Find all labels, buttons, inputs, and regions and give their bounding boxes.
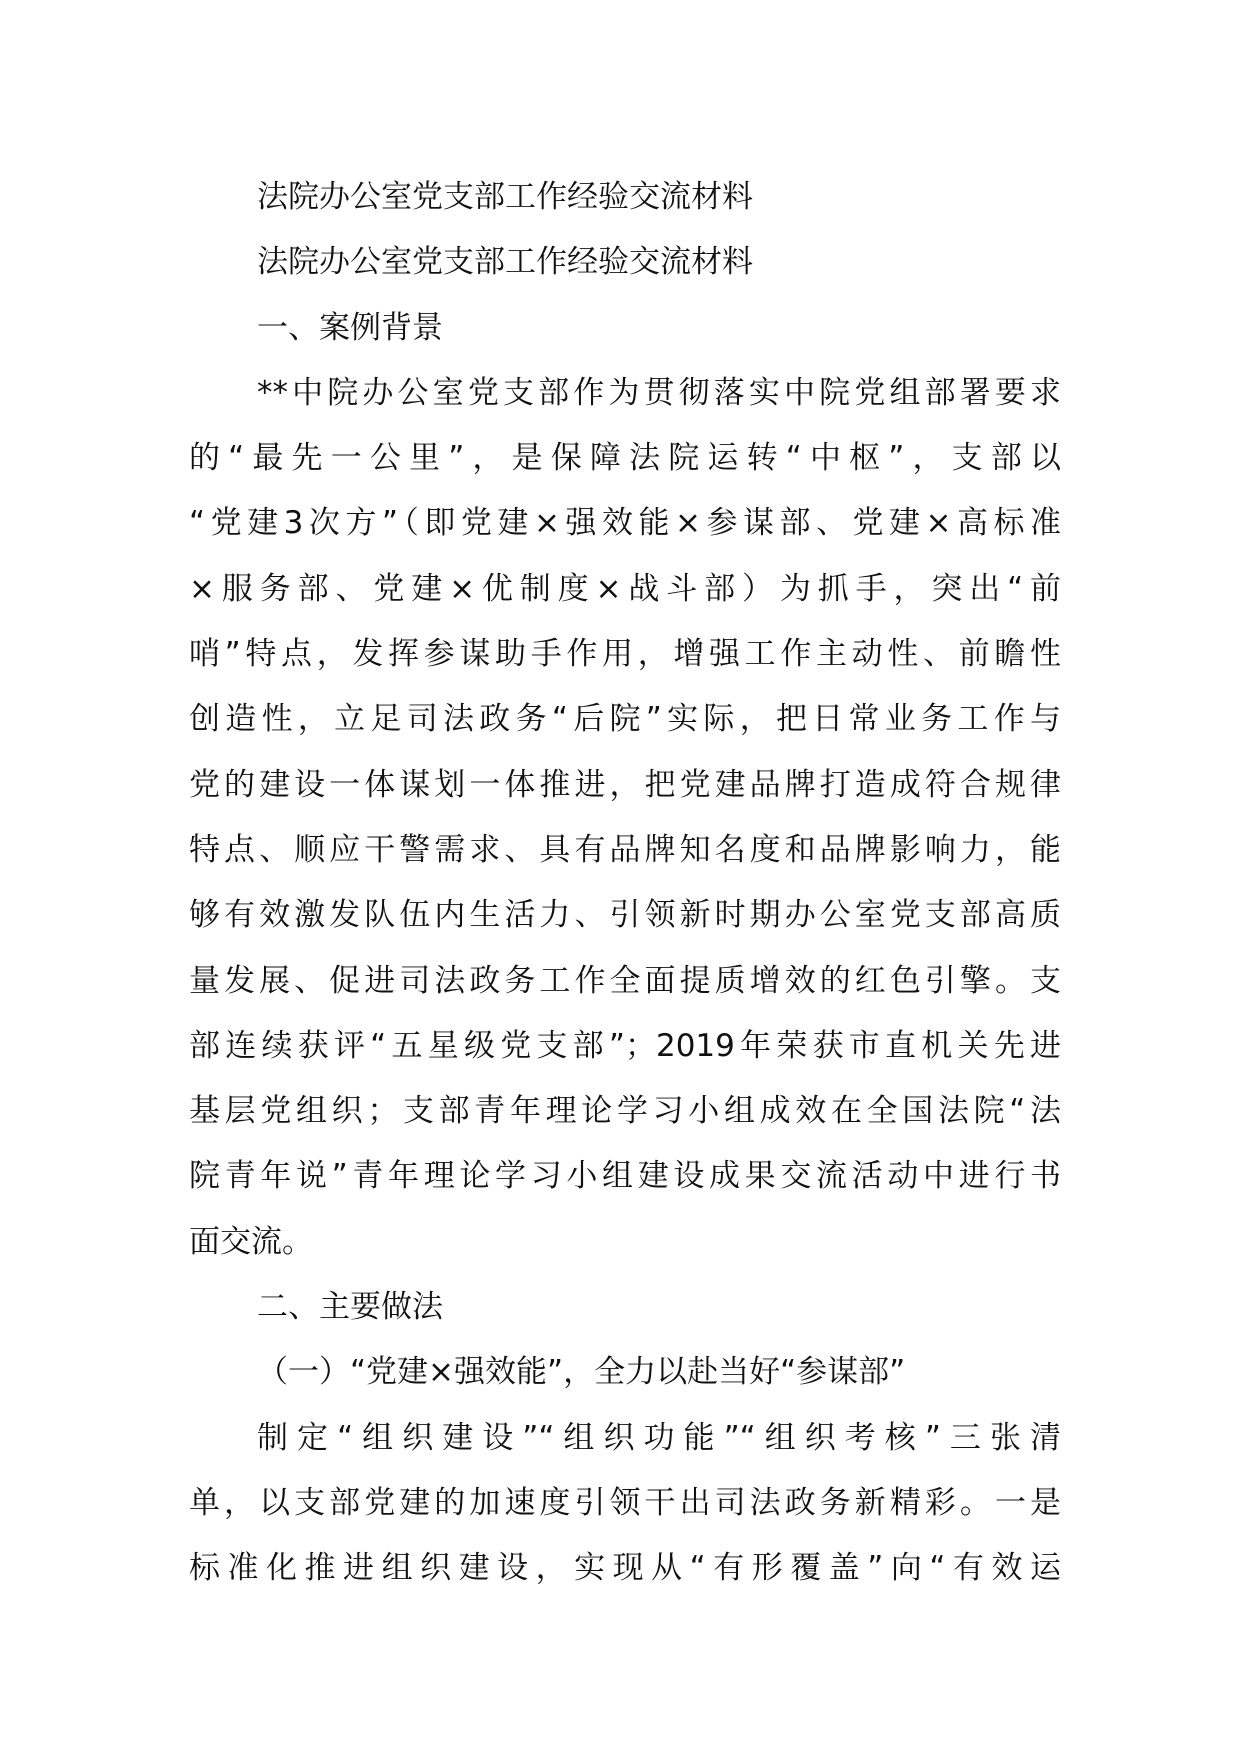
paragraph-line: 哨”特点，发挥参谋助手作用，增强工作主动性、前瞻性 [189, 636, 1061, 673]
paragraph-line: ×服务部、党建×优制度×战斗部）为抓手，突出“前 [189, 570, 1061, 607]
paragraph-line: 制定“组织建设”“组织功能”“组织考核”三张清 [257, 1419, 1061, 1456]
paragraph-line: 党的建设一体谋划一体推进，把党建品牌打造成符合规律 [189, 766, 1061, 803]
document-title: 法院办公室党支部工作经验交流材料 [257, 179, 753, 215]
paragraph-line: **中院办公室党支部作为贯彻落实中院党组部署要求 [257, 374, 1061, 411]
paragraph-line: 单，以支部党建的加速度引领干出司法政务新精彩。一是 [189, 1484, 1061, 1521]
subsection-heading: （一）“党建×强效能”，全力以赴当好“参谋部” [257, 1354, 906, 1391]
section-heading: 一、案例背景 [257, 309, 443, 346]
section-heading: 二、主要做法 [257, 1289, 443, 1326]
paragraph-line: 部连续获评“五星级党支部”；2019年荣获市直机关先进 [189, 1027, 1061, 1064]
paragraph-line: 够有效激发队伍内生活力、引领新时期办公室党支部高质 [189, 897, 1061, 934]
document-page [189, 172, 1061, 1609]
paragraph-line: 院青年说”青年理论学习小组建设成果交流活动中进行书 [189, 1158, 1061, 1195]
paragraph-line: 量发展、促进司法政务工作全面提质增效的红色引擎。支 [189, 962, 1061, 999]
paragraph-line: 创造性，立足司法政务“后院”实际，把日常业务工作与 [189, 701, 1061, 738]
paragraph-line: “党建3次方”（即党建×强效能×参谋部、党建×高标准 [189, 505, 1061, 542]
paragraph-line: 的“最先一公里”，是保障法院运转“中枢”，支部以 [189, 440, 1061, 477]
paragraph-line: 基层党组织；支部青年理论学习小组成效在全国法院“法 [189, 1093, 1061, 1130]
document-subtitle: 法院办公室党支部工作经验交流材料 [257, 244, 753, 281]
paragraph-line: 面交流。 [189, 1223, 313, 1260]
paragraph-line: 特点、顺应干警需求、具有品牌知名度和品牌影响力，能 [189, 831, 1061, 868]
paragraph-line: 标准化推进组织建设，实现从“有形覆盖”向“有效运 [189, 1550, 1061, 1587]
